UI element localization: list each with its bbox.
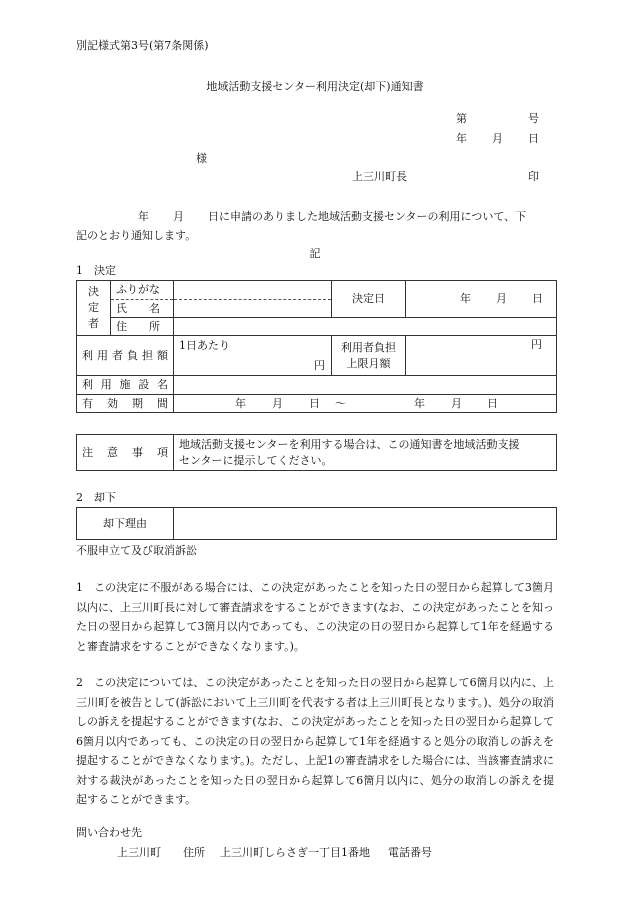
address-value[interactable] xyxy=(174,318,557,336)
intro-year: 年 xyxy=(138,210,149,223)
ki-mark: 記 xyxy=(309,247,321,260)
contact-address: 上三川町しらさぎ一丁目1番地 xyxy=(220,846,370,859)
issue-date-month: 月 xyxy=(492,132,503,145)
rejection-table xyxy=(76,507,557,540)
issue-date-year: 年 xyxy=(456,132,467,145)
notes-table xyxy=(76,434,557,471)
document-title: 地域活動支援センター利用決定(却下)通知書 xyxy=(206,80,424,93)
rejection-reason-value[interactable] xyxy=(174,508,557,540)
address-label: 住 所 xyxy=(111,318,174,336)
appeal-paragraph-1: 1 この決定に不服がある場合には、この決定があったことを知った日の翌日から起算して3箇月以内に、上三川町長に対して審査請求をすることができます(なお、この決定があったことを知った日の翌日から起算して3箇月以内であっても、この決定の日の翌日から起算して1年を経過すると審査請求をすることができなくなります。)。 xyxy=(76,581,554,653)
validity-end-day: 日 xyxy=(487,396,498,410)
user-burden-label: 利用者負担額 xyxy=(77,336,174,376)
seal-mark: 印 xyxy=(528,170,539,183)
burden-cap-yen: 円 xyxy=(531,338,542,351)
intro-month: 月 xyxy=(173,210,184,223)
validity-start-day: 日 xyxy=(309,396,320,410)
facility-value[interactable] xyxy=(174,376,557,395)
name-label xyxy=(111,300,174,318)
decision-date-label: 決定日 xyxy=(332,281,406,318)
burden-cap-value[interactable] xyxy=(406,336,557,376)
decision-date-month: 月 xyxy=(496,292,507,305)
validity-value[interactable] xyxy=(174,395,557,413)
decision-table xyxy=(76,280,557,413)
decided-person-char-3: 者 xyxy=(88,317,99,330)
burden-cap-label-line1: 利用者負担 xyxy=(341,340,396,354)
validity-start-month: 月 xyxy=(272,396,283,410)
decided-person-label xyxy=(77,281,111,336)
notes-label: 注意事項 xyxy=(77,435,174,471)
burden-cap-label xyxy=(332,336,406,376)
rejection-heading: 2 却下 xyxy=(76,491,116,504)
burden-cap-label-line2: 上限月額 xyxy=(346,356,391,370)
decision-heading: 1 決定 xyxy=(76,264,116,277)
contact-heading: 問い合わせ先 xyxy=(76,826,142,839)
issuer-name: 上三川町長 xyxy=(352,170,407,183)
notes-text-line2: センターに提示してください。 xyxy=(179,453,333,467)
validity-start-year: 年 xyxy=(235,396,246,410)
contact-phone-label: 電話番号 xyxy=(388,846,432,859)
intro-text-continued: 記のとおり通知します。 xyxy=(76,229,197,242)
number-prefix: 第 xyxy=(456,112,467,125)
contact-office: 上三川町 xyxy=(117,846,161,859)
facility-label: 利用施設名 xyxy=(77,376,174,395)
decision-date-value[interactable] xyxy=(406,281,557,318)
notes-text xyxy=(174,435,557,471)
validity-label: 有効期間 xyxy=(77,395,174,413)
per-day-label: 1日あたり xyxy=(179,339,230,352)
furigana-value[interactable] xyxy=(174,281,332,300)
name-label-text: 氏 名 xyxy=(116,301,160,315)
user-burden-yen: 円 xyxy=(314,358,325,372)
number-suffix: 号 xyxy=(528,112,539,125)
validity-range-separator: ～ xyxy=(335,396,346,410)
intro-text: 日に申請のありました地域活動支援センターの利用について、下 xyxy=(208,210,527,223)
addressee-suffix: 様 xyxy=(196,152,207,165)
issue-date-day: 日 xyxy=(528,132,539,145)
appeal-heading: 不服申立て及び取消訴訟 xyxy=(76,544,197,557)
decided-person-char-2: 定 xyxy=(88,301,99,314)
decision-date-day: 日 xyxy=(532,292,543,305)
name-value[interactable] xyxy=(174,300,332,318)
validity-end-year: 年 xyxy=(414,396,425,410)
rejection-reason-label: 却下理由 xyxy=(77,508,174,540)
contact-address-label: 住所 xyxy=(183,846,205,859)
furigana-label: ふりがな xyxy=(111,281,174,300)
form-number: 別記様式第3号(第7条関係) xyxy=(76,39,209,52)
notes-text-line1: 地域活動支援センターを利用する場合は、この通知書を地域活動支援 xyxy=(179,437,520,451)
validity-end-month: 月 xyxy=(451,396,462,410)
user-burden-value[interactable] xyxy=(174,336,332,376)
decision-date-year: 年 xyxy=(460,292,471,305)
appeal-paragraph-2: 2 この決定については、この決定があったことを知った日の翌日から起算して6箇月以内に、上三川町を被告として(訴訟において上三川町を代表する者は上三川町長となります。)、処分の取消しの訴えを提起することができます(なお、この決定があったことを知った日の翌日から起算して6箇月以内であっても、この決定の日の翌日から起算して1年を経過すると処分の取消しの訴えを提起することができなくなります。)。ただし、上記1の審査請求をした場合には、当該審査請求に対する裁決があったことを知った日の翌日から起算して6箇月以内に、処分の取消しの訴えを提起することができます。 xyxy=(76,676,554,806)
decided-person-char-1: 決 xyxy=(88,285,99,298)
